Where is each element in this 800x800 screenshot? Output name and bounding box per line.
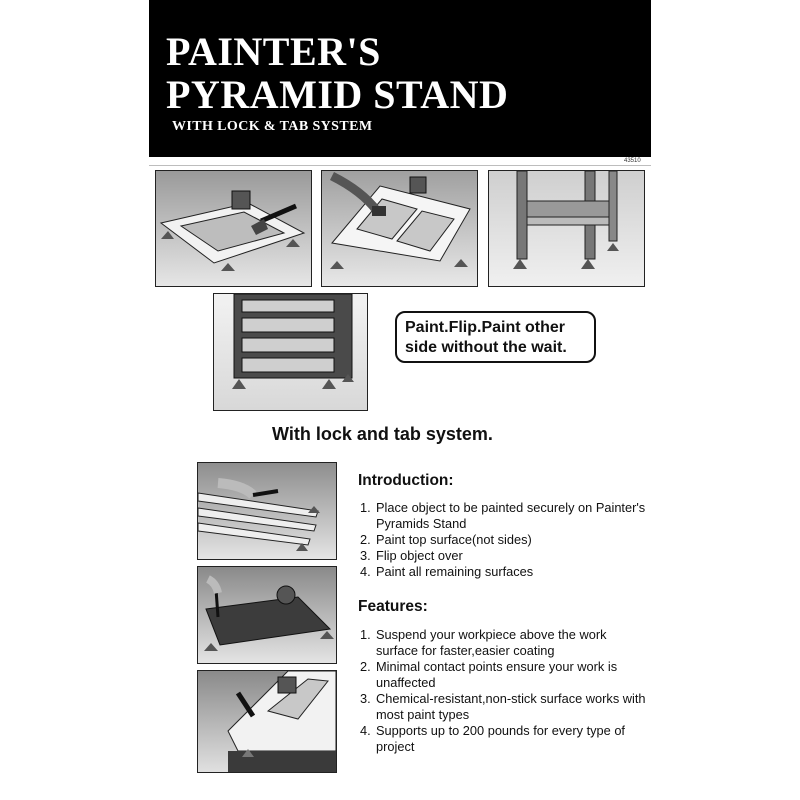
tagline-line-2: side without the wait.	[405, 339, 567, 356]
illustration-door-on-stands	[321, 170, 478, 287]
features-title: Features:	[358, 598, 428, 615]
item-text: Supports up to 200 pounds for every type of project	[376, 723, 625, 754]
item-number: 2.	[360, 659, 371, 674]
list-item	[360, 659, 650, 691]
illustration-painting-boards	[197, 462, 337, 560]
product-title	[166, 30, 508, 116]
item-text: Paint top surface(not sides)	[376, 532, 532, 547]
illustration-frame-on-stands	[155, 170, 312, 287]
tagline-callout	[395, 311, 596, 363]
title-line-1: PAINTER'S	[166, 29, 381, 74]
item-number: 3.	[360, 548, 371, 563]
item-text: Suspend your workpiece above the work surface for faster,easier coating	[376, 627, 607, 658]
item-text: Minimal contact points ensure your work is unaffected	[376, 659, 618, 690]
section-heading: With lock and tab system.	[272, 424, 493, 444]
item-number: 4.	[360, 723, 371, 738]
item-number: 3.	[360, 691, 371, 706]
title-banner	[149, 0, 651, 157]
list-item	[360, 691, 650, 723]
item-text: Flip object over	[376, 548, 463, 563]
item-text: Place object to be painted securely on Painter's Pyramids Stand	[376, 500, 646, 531]
illustration-painting-door	[197, 670, 337, 773]
divider	[149, 165, 651, 166]
item-number: 1.	[360, 627, 371, 642]
introduction-title: Introduction:	[358, 472, 454, 489]
list-item	[360, 500, 650, 532]
introduction-list	[360, 500, 650, 580]
features-list	[360, 627, 650, 755]
item-number: 43510	[624, 158, 641, 164]
illustration-bookshelf-on-stands	[213, 293, 368, 411]
list-item	[360, 532, 650, 548]
list-item	[360, 564, 650, 580]
item-number: 1.	[360, 500, 371, 515]
list-item	[360, 548, 650, 564]
tagline-line-1: Paint.Flip.Paint other	[405, 319, 566, 336]
product-subtitle: WITH LOCK & TAB SYSTEM	[172, 119, 373, 134]
illustration-cabinet-frame-on-stands	[488, 170, 645, 287]
item-number: 2.	[360, 532, 371, 547]
title-line-2: PYRAMID STAND	[166, 72, 509, 117]
list-item	[360, 627, 650, 659]
illustration-painting-panel	[197, 566, 337, 664]
item-number: 4.	[360, 564, 371, 579]
list-item	[360, 723, 650, 755]
item-text: Chemical-resistant,non-stick surface works with most paint types	[376, 691, 646, 722]
item-text: Paint all remaining surfaces	[376, 564, 534, 579]
